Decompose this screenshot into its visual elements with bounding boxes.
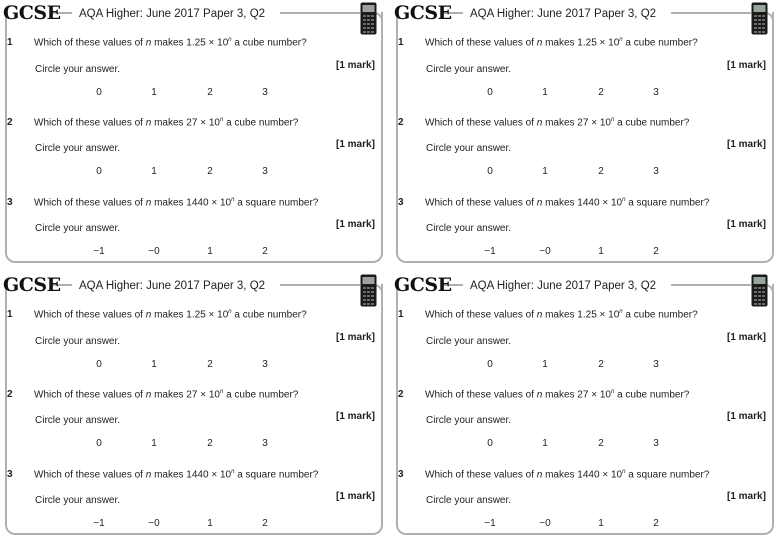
marks-label: [1 mark] (727, 60, 766, 71)
question-text-start: Which of these values of (425, 389, 537, 401)
answer-option[interactable]: 3 (262, 87, 268, 98)
answer-option[interactable]: 2 (207, 438, 213, 449)
worksheet-card (391, 272, 780, 542)
variable-n: n (536, 197, 543, 209)
answer-option[interactable]: −1 (484, 518, 496, 529)
question-text-end: a cube number? (231, 309, 307, 321)
answer-option[interactable]: −0 (148, 518, 160, 529)
exponent-variable: n (228, 37, 232, 43)
gcse-logo: GCSE (394, 2, 452, 24)
answer-option[interactable]: 0 (96, 87, 102, 98)
question-text (34, 309, 307, 320)
answer-option[interactable]: 2 (653, 246, 659, 257)
instruction-text: Circle your answer. (426, 495, 512, 506)
answer-option[interactable]: 1 (598, 246, 604, 257)
question-text (34, 389, 298, 400)
exponent-variable: n (619, 37, 623, 43)
answer-option[interactable]: 1 (598, 518, 604, 529)
instruction-text: Circle your answer. (35, 415, 121, 426)
variable-n: n (145, 197, 152, 209)
question-number: 3 (398, 469, 404, 480)
exponent-variable: n (622, 469, 626, 475)
answer-option[interactable]: −0 (539, 518, 551, 529)
instruction-text: Circle your answer. (35, 143, 121, 154)
answer-option[interactable]: 1 (542, 359, 548, 370)
exponent-variable: n (610, 389, 615, 395)
question-text (425, 37, 698, 48)
answer-option[interactable]: 3 (262, 166, 268, 177)
calculator-icon (751, 2, 768, 35)
variable-n: n (145, 389, 152, 401)
question-text (425, 389, 689, 400)
variable-n: n (536, 309, 543, 321)
marks-label: [1 mark] (336, 332, 375, 343)
question-text-end: a cube number? (614, 117, 690, 129)
question-text-end: a square number? (625, 197, 710, 209)
question-text-start: Which of these values of (425, 469, 537, 481)
question-number: 1 (7, 309, 13, 320)
answer-option[interactable]: 0 (96, 438, 102, 449)
answer-option[interactable]: 2 (598, 359, 604, 370)
exponent-variable: n (231, 469, 235, 475)
answer-option[interactable]: 1 (542, 87, 548, 98)
question-text (425, 309, 698, 320)
question-text-end: a cube number? (614, 389, 690, 401)
exponent-variable: n (610, 117, 615, 123)
question-number: 1 (398, 309, 404, 320)
marks-label: [1 mark] (727, 411, 766, 422)
answer-option[interactable]: 3 (653, 87, 659, 98)
question-expression: makes 1.25 × 10 (151, 309, 229, 321)
answer-option[interactable]: −1 (93, 518, 105, 529)
answer-option[interactable]: 0 (96, 359, 102, 370)
exponent-variable: n (619, 309, 623, 315)
gcse-logo: GCSE (3, 2, 61, 24)
answer-option[interactable]: 1 (207, 518, 213, 529)
answer-option[interactable]: 0 (487, 166, 493, 177)
answer-option[interactable]: 2 (653, 518, 659, 529)
paper-title: AQA Higher: June 2017 Paper 3, Q2 (79, 280, 266, 292)
marks-label: [1 mark] (727, 491, 766, 502)
worksheet-card (0, 272, 390, 542)
answer-option[interactable]: 0 (487, 438, 493, 449)
paper-title: AQA Higher: June 2017 Paper 3, Q2 (470, 8, 657, 20)
question-expression: makes 27 × 10 (542, 117, 611, 129)
question-text (34, 469, 318, 480)
question-expression: makes 27 × 10 (542, 389, 611, 401)
answer-option[interactable]: 0 (96, 166, 102, 177)
question-expression: makes 1.25 × 10 (542, 309, 620, 321)
answer-option[interactable]: 3 (653, 359, 659, 370)
question-number: 3 (7, 197, 13, 208)
question-text-end: a square number? (234, 469, 319, 481)
question-expression: makes 1.25 × 10 (542, 37, 620, 49)
divider (671, 12, 751, 14)
marks-label: [1 mark] (336, 139, 375, 150)
divider (280, 284, 360, 286)
instruction-text: Circle your answer. (35, 495, 121, 506)
answer-option[interactable]: −0 (148, 246, 160, 257)
exponent-variable: n (231, 197, 235, 203)
answer-option[interactable]: 1 (542, 166, 548, 177)
question-number: 3 (398, 197, 404, 208)
question-expression: makes 1440 × 10 (151, 469, 232, 481)
exponent-variable: n (219, 389, 224, 395)
marks-label: [1 mark] (336, 491, 375, 502)
answer-option[interactable]: 2 (598, 166, 604, 177)
variable-n: n (536, 469, 543, 481)
question-text (34, 37, 307, 48)
question-number: 1 (7, 37, 13, 48)
answer-option[interactable]: 1 (151, 166, 157, 177)
question-text-start: Which of these values of (425, 37, 537, 49)
marks-label: [1 mark] (727, 332, 766, 343)
calculator-icon (360, 2, 377, 35)
divider (671, 284, 751, 286)
question-text-start: Which of these values of (34, 197, 146, 209)
answer-option[interactable]: 2 (207, 87, 213, 98)
answer-option[interactable]: 1 (207, 246, 213, 257)
question-text-end: a cube number? (622, 37, 698, 49)
calculator-icon (751, 274, 768, 307)
question-number: 2 (7, 117, 13, 128)
instruction-text: Circle your answer. (426, 336, 512, 347)
answer-option[interactable]: 2 (207, 166, 213, 177)
variable-n: n (536, 117, 543, 129)
question-number: 2 (398, 117, 404, 128)
question-text (425, 197, 709, 208)
question-number: 2 (7, 389, 13, 400)
question-text-end: a square number? (625, 469, 710, 481)
variable-n: n (145, 309, 152, 321)
exponent-variable: n (219, 117, 224, 123)
exponent-variable: n (228, 309, 232, 315)
divider (280, 12, 360, 14)
question-text (34, 117, 298, 128)
question-expression: makes 1440 × 10 (542, 197, 623, 209)
question-expression: makes 1440 × 10 (151, 197, 232, 209)
answer-option[interactable]: −1 (484, 246, 496, 257)
answer-option[interactable]: −0 (539, 246, 551, 257)
instruction-text: Circle your answer. (426, 223, 512, 234)
answer-option[interactable]: 2 (262, 246, 268, 257)
variable-n: n (145, 37, 152, 49)
answer-option[interactable]: 3 (262, 438, 268, 449)
answer-option[interactable]: 2 (598, 87, 604, 98)
exponent-variable: n (622, 197, 626, 203)
answer-option[interactable]: −1 (93, 246, 105, 257)
question-number: 1 (398, 37, 404, 48)
variable-n: n (145, 117, 152, 129)
answer-option[interactable]: 2 (598, 438, 604, 449)
instruction-text: Circle your answer. (35, 64, 121, 75)
question-text-start: Which of these values of (425, 309, 537, 321)
question-text-start: Which of these values of (425, 117, 537, 129)
question-text (425, 117, 689, 128)
variable-n: n (536, 389, 543, 401)
question-text-start: Which of these values of (34, 117, 146, 129)
instruction-text: Circle your answer. (35, 336, 121, 347)
question-expression: makes 1440 × 10 (542, 469, 623, 481)
answer-option[interactable]: 3 (653, 438, 659, 449)
paper-title: AQA Higher: June 2017 Paper 3, Q2 (79, 8, 266, 20)
question-text-end: a cube number? (223, 117, 299, 129)
question-expression: makes 27 × 10 (151, 389, 220, 401)
instruction-text: Circle your answer. (426, 415, 512, 426)
gcse-logo: GCSE (3, 274, 61, 296)
question-text-end: a square number? (234, 197, 319, 209)
answer-option[interactable]: 2 (262, 518, 268, 529)
instruction-text: Circle your answer. (426, 64, 512, 75)
answer-option[interactable]: 3 (653, 166, 659, 177)
question-text-start: Which of these values of (34, 37, 146, 49)
question-text-start: Which of these values of (34, 389, 146, 401)
answer-option[interactable]: 0 (487, 87, 493, 98)
question-text-start: Which of these values of (34, 469, 146, 481)
variable-n: n (145, 469, 152, 481)
marks-label: [1 mark] (336, 60, 375, 71)
answer-option[interactable]: 1 (151, 87, 157, 98)
answer-option[interactable]: 1 (542, 438, 548, 449)
gcse-logo: GCSE (394, 274, 452, 296)
instruction-text: Circle your answer. (426, 143, 512, 154)
worksheet-card (391, 0, 780, 270)
paper-title: AQA Higher: June 2017 Paper 3, Q2 (470, 280, 657, 292)
answer-option[interactable]: 3 (262, 359, 268, 370)
answer-option[interactable]: 0 (487, 359, 493, 370)
question-text-start: Which of these values of (34, 309, 146, 321)
answer-option[interactable]: 1 (151, 359, 157, 370)
variable-n: n (536, 37, 543, 49)
question-text-end: a cube number? (622, 309, 698, 321)
worksheet-card (0, 0, 390, 270)
marks-label: [1 mark] (336, 411, 375, 422)
marks-label: [1 mark] (727, 219, 766, 230)
question-number: 2 (398, 389, 404, 400)
question-text-start: Which of these values of (425, 197, 537, 209)
answer-option[interactable]: 2 (207, 359, 213, 370)
marks-label: [1 mark] (727, 139, 766, 150)
question-number: 3 (7, 469, 13, 480)
question-text-end: a cube number? (231, 37, 307, 49)
question-expression: makes 1.25 × 10 (151, 37, 229, 49)
instruction-text: Circle your answer. (35, 223, 121, 234)
calculator-icon (360, 274, 377, 307)
answer-option[interactable]: 1 (151, 438, 157, 449)
question-text (34, 197, 318, 208)
marks-label: [1 mark] (336, 219, 375, 230)
question-text-end: a cube number? (223, 389, 299, 401)
question-expression: makes 27 × 10 (151, 117, 220, 129)
question-text (425, 469, 709, 480)
